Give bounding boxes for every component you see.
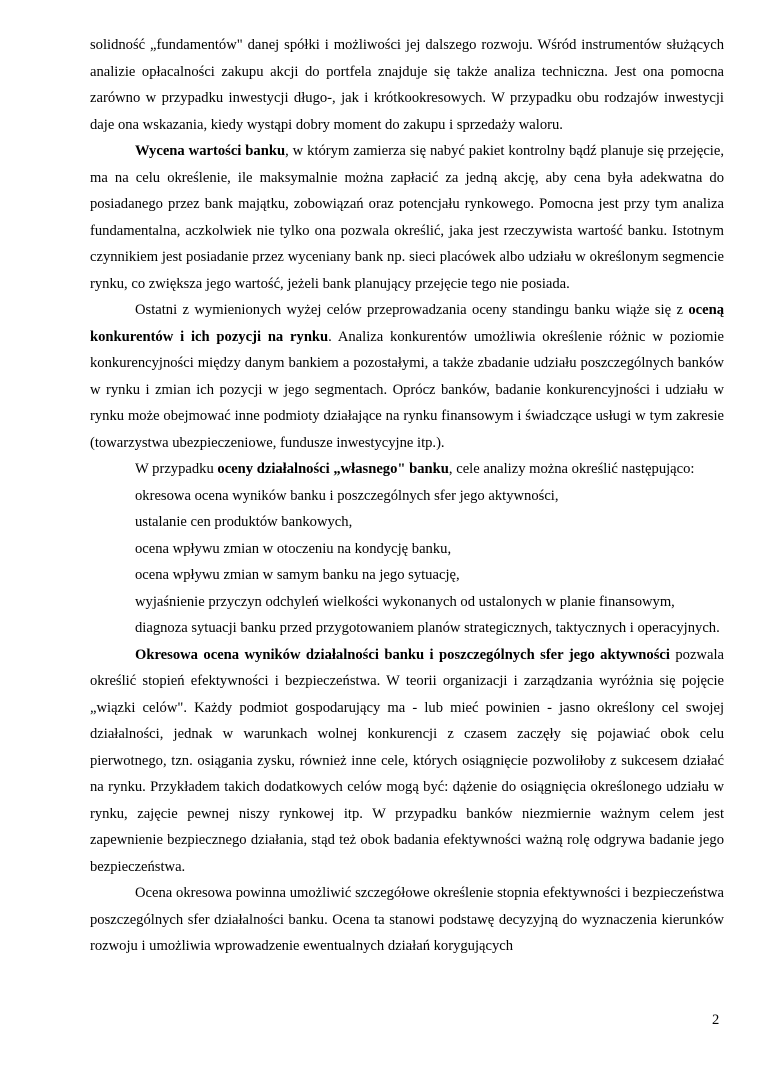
paragraph-3-text-a: Ostatni z wymienionych wyżej celów przeprowadzania oceny standingu banku wiąże się z — [135, 302, 689, 318]
document-body — [90, 32, 724, 960]
paragraph-4 — [135, 456, 724, 483]
term-periodic-assessment: Okresowa ocena wyników działalności banku i poszczególnych sfer jego aktywności — [135, 646, 670, 663]
term-bank-valuation: Wycena wartości banku — [135, 143, 286, 159]
list-item: diagnoza sytuacji banku przed przygotowaniem planów strategicznych, taktycznych i operacyjnych. — [135, 620, 720, 636]
paragraph-5 — [90, 642, 724, 881]
list-item: ocena wpływu zmian w samym banku na jego sytuację, — [135, 567, 460, 583]
paragraph-2 — [90, 138, 724, 297]
list-item: okresowa ocena wyników banku i poszczególnych sfer jego aktywności, — [135, 487, 559, 504]
paragraph-3-text-b: . Analiza konkurentów umożliwia określenie różnic w poziomie konkurencyjności między danym bankiem a pozostałymi, a także zbadanie udziału poszczególnych banków w rynku i zmian ich pozycji w jego segmentach. Oprócz banków, badanie konkurencyjności i udziału w rynku może obejmować inne podmioty działające na rynku finansowym i świadczące usługi w tym zakresie (towarzystwa ubezpieczeniowe, fundusze inwestycyjne itp.). — [90, 328, 724, 451]
paragraph-1-text: solidność „fundamentów" danej spółki i możliwości jej dalszego rozwoju. Wśród instrumentów służących analizie opłacalności zakupu akcji do portfela znajduje się także analiza techniczna. Jest ona pomocna zarówno w przypadku inwestycji długo-, jak i krótkookresowych. W przypadku obu rodzajów inwestycji daje ona wskazania, kiedy wystąpi dobry moment do zakupu i sprzedaży waloru. — [90, 37, 724, 133]
paragraph-6 — [90, 880, 724, 960]
paragraph-6-text: Ocena okresowa powinna umożliwić szczegółowe określenie stopnia efektywności i bezpieczeństwa poszczególnych sfer działalności banku. Ocena ta stanowi podstawę decyzyjną do wyznaczenia kierunków rozwoju i umożliwia wprowadzenie ewentualnych działań korygujących — [90, 885, 724, 954]
paragraph-1 — [90, 32, 724, 138]
term-own-bank-assessment: oceny działalności „własnego" banku — [217, 461, 449, 477]
list-item: wyjaśnienie przyczyn odchyleń wielkości wykonanych od ustalonych w planie finansowym, — [135, 593, 675, 610]
paragraph-2-text: , w którym zamierza się nabyć pakiet kontrolny bądź planuje się przejęcie, ma na celu określenie, ile maksymalnie można zapłacić za jedną akcję, aby cena była adekwatna do posiadanego przez bank majątku, zobowiązań oraz potencjału rynkowego. Pomocna jest przy tym analiza fundamentalna, aczkolwiek nie tylko ona pozwala określić, jaka jest rzeczywista wartość banku. Istotnym czynnikiem jest posiadanie przez wyceniany bank np. sieci placówek albo udziału w określonym segmencie rynku, co zwiększa jego wartość, jeżeli bank planujący przejęcie tego nie posiada. — [90, 143, 724, 292]
paragraph-4-text-a: W przypadku — [135, 461, 218, 477]
list-item: ustalanie cen produktów bankowych, — [135, 514, 353, 530]
paragraph-3 — [90, 297, 724, 456]
term-competitor-assessment: oceną konkurentów i ich pozycji na rynku — [90, 302, 724, 345]
paragraph-4-text-b: , cele analizy można określić następująco: — [448, 461, 695, 477]
objectives-list — [135, 456, 724, 642]
page-number: 2 — [712, 1012, 720, 1028]
list-item: ocena wpływu zmian w otoczeniu na kondycję banku, — [135, 540, 452, 557]
paragraph-5-text: pozwala określić stopień efektywności i bezpieczeństwa. W teorii organizacji i zarządzania wyróżnia się pojęcie „wiązki celów". Każdy podmiot gospodarujący ma - lub mieć powinien - jasno określony cel swojej działalności, jednak w warunkach wolnej konkurencji z czasem zaczęły się pojawiać obok celu pierwotnego, tzn. osiągania zysku, również inne cele, których osiągnięcie pozwoliłoby z sukcesem działać na rynku. Przykładem takich dodatkowych celów mogą być: dążenie do osiągnięcia określonego udziału w rynku, zajęcie pewnej niszy rynkowej itp. W przypadku banków niezmiernie ważnym celem jest zapewnienie bezpiecznego działania, stąd też obok badania efektywności ważną rolę odgrywa badanie jego bezpieczeństwa. — [90, 646, 724, 875]
